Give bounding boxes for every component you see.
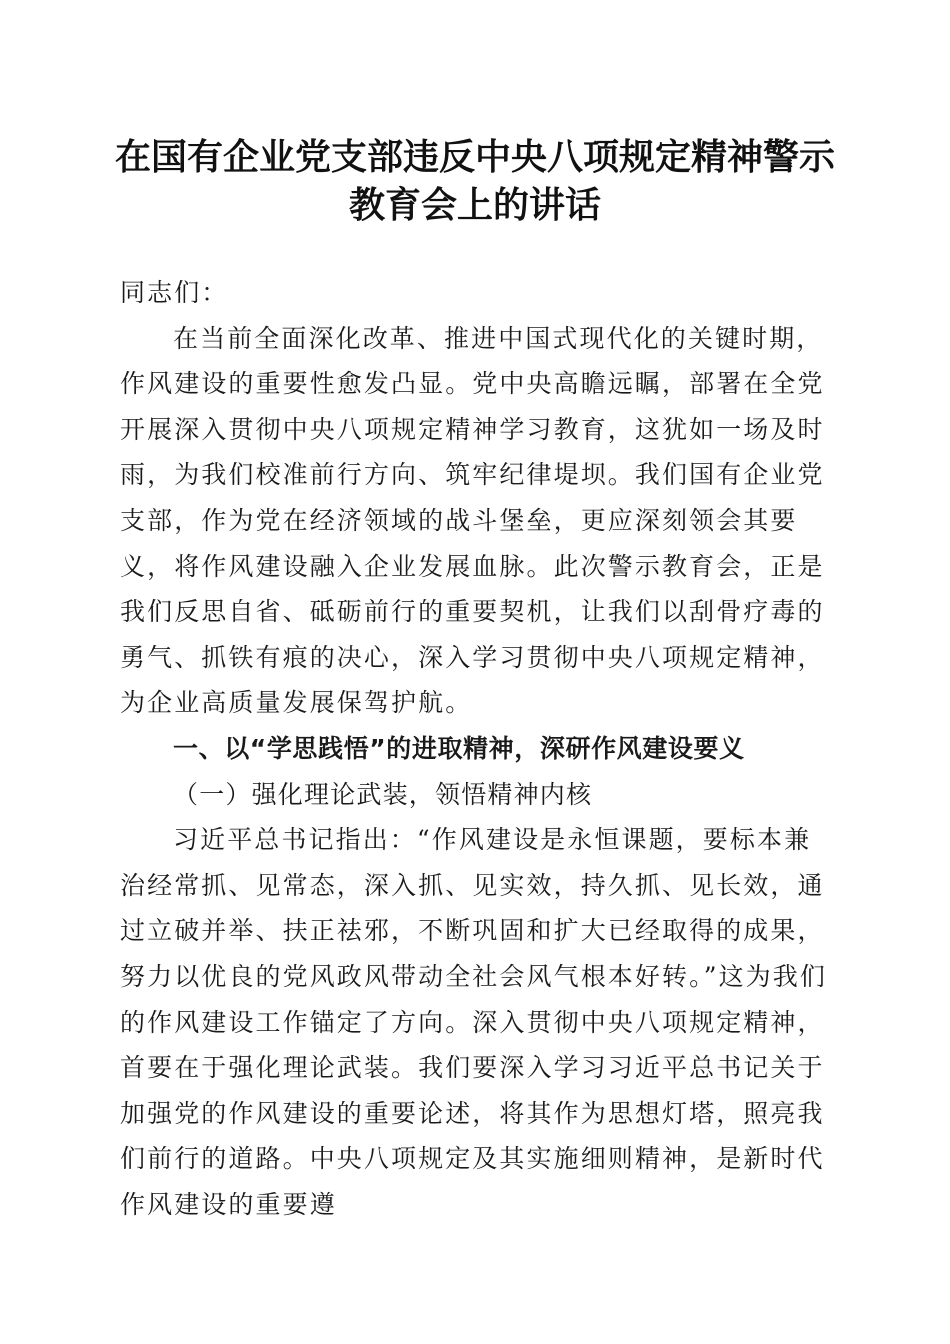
- document-body: [120, 270, 832, 1227]
- section-heading-1: 一、以“学思践悟”的进取精神，深研作风建设要义: [173, 733, 745, 763]
- salutation: 同志们：: [120, 278, 229, 307]
- intro-paragraph: 在当前全面深化改革、推进中国式现代化的关键时期，作风建设的重要性愈发凸显。党中央高瞻远瞩，部署在全党开展深入贯彻中央八项规定精神学习教育，这犹如一场及时雨，为我们校准前行方向、筑牢纪律堤坝。我们国有企业党支部，作为党在经济领域的战斗堡垒，更应深刻领会其要义，将作风建设融入企业发展血脉。此次警示教育会，正是我们反思自省、砥砺前行的重要契机，让我们以刮骨疗毒的勇气、抓铁有痕的决心，深入学习贯彻中央八项规定精神，为企业高质量发展保驾护航。: [120, 323, 825, 718]
- subsection-heading-1-1: （一）强化理论武装，领悟精神内核: [173, 779, 593, 809]
- document-title-line-1: 在国有企业党支部违反中央八项规定精神警示: [114, 137, 835, 178]
- document-title-line-2: 教育会上的讲话: [348, 185, 601, 226]
- body-paragraph-2: 习近平总书记指出：“作风建设是永恒课题，要标本兼治经常抓、见常态，深入抓、见实效，持久抓、见长效，通过立破并举、扶正祛邪，不断巩固和扩大已经取得的成果，努力以优良的党风政风带动全社会风气根本好转。”这为我们的作风建设工作锚定了方向。深入贯彻中央八项规定精神，首要在于强化理论武装。我们要深入学习习近平总书记关于加强党的作风建设的重要论述，将其作为思想灯塔，照亮我们前行的道路。中央八项规定及其实施细则精神，是新时代作风建设的重要遵: [120, 825, 827, 1219]
